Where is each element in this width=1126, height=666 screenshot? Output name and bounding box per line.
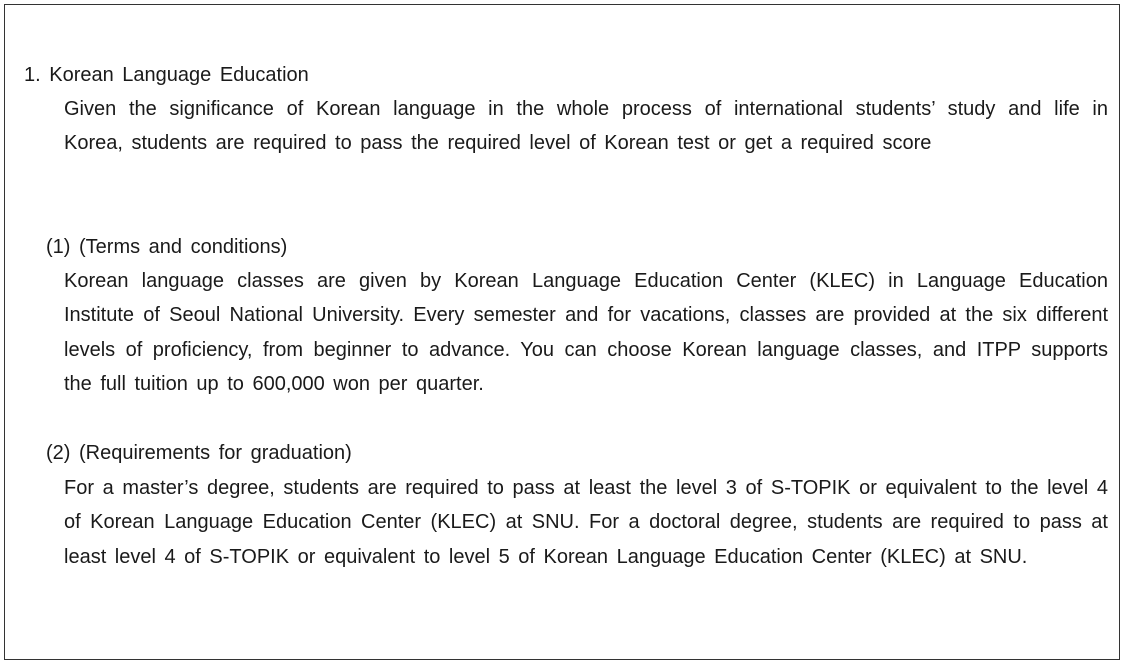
intro-paragraph: Given the significance of Korean language in the whole process of international students’ study and life in Korea, students are required to pass the required level of Korean test or get a required score <box>64 98 1108 155</box>
section-heading: 1. Korean Language Education <box>24 64 309 86</box>
requirements-heading: (2) (Requirements for graduation) <box>46 442 352 464</box>
terms-heading: (1) (Terms and conditions) <box>46 236 288 258</box>
requirements-paragraph: For a master’s degree, students are required to pass at least the level 3 of S-TOPIK or equivalent to the level 4 of Korean Language Education Center (KLEC) at SNU. For a doctoral degree, students are required to pass at least level 4 of S-TOPIK or equivalent to level 5 of Korean Language Education Center (KLEC) at SNU. <box>64 477 1108 568</box>
terms-paragraph: Korean language classes are given by Korean Language Education Center (KLEC) in Language Education Institute of Seoul National University. Every semester and for vacations, classes are provided at the six different levels of proficiency, from beginner to advance. You can choose Korean language classes, and ITPP supports the full tuition up to 600,000 won per quarter. <box>64 270 1108 395</box>
